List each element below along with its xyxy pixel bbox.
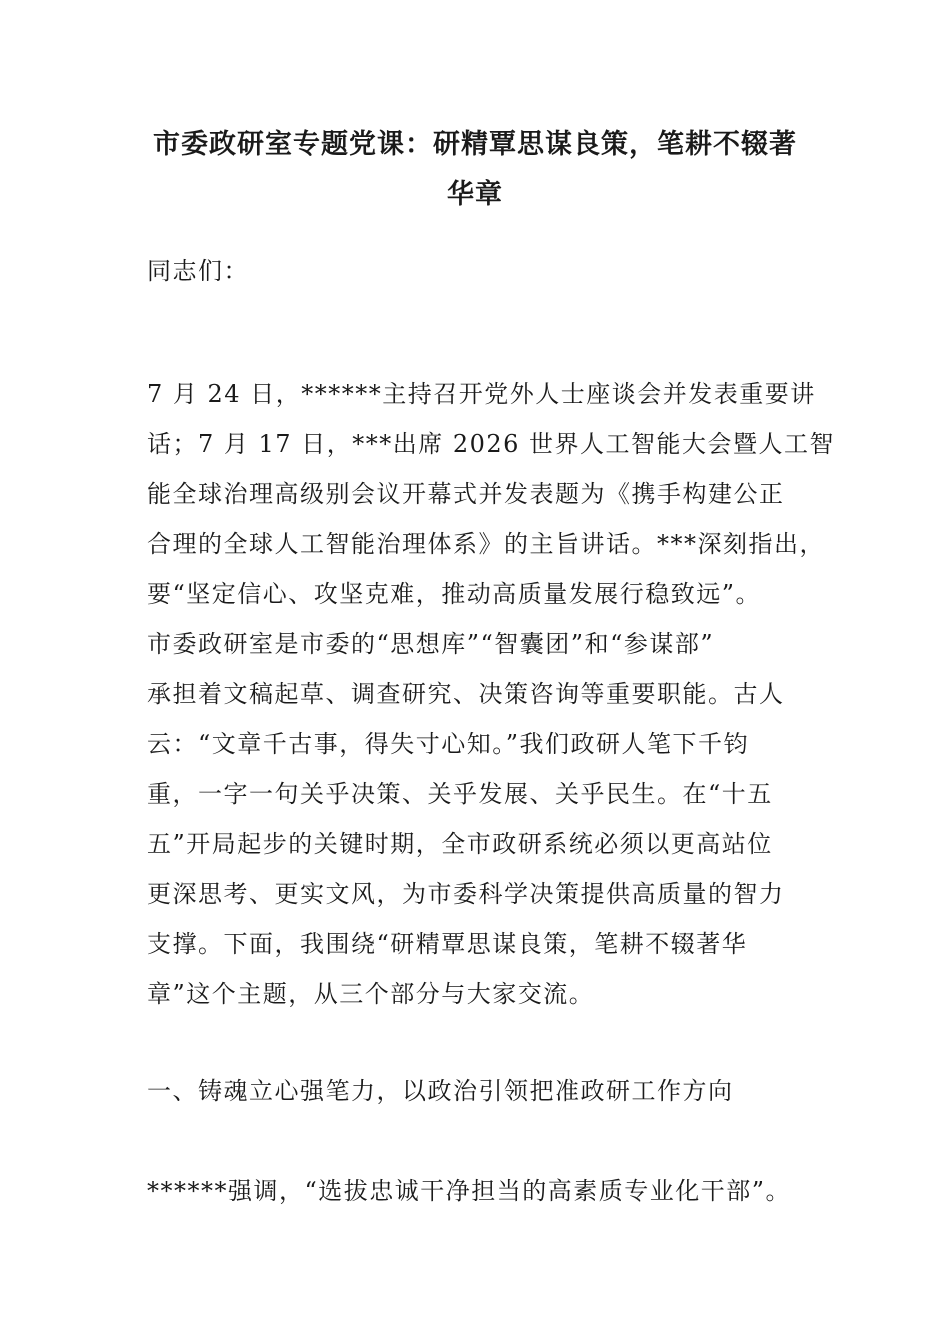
section-heading: 一、铸魂立心强笔力，以政治引领把准政研工作方向 — [147, 1077, 734, 1105]
paragraph-line: 云：“文章千古事，得失寸心知。”我们政研人笔下千钧 — [147, 730, 750, 758]
paragraph-line: 章”这个主题，从三个部分与大家交流。 — [147, 980, 595, 1008]
title-line-1: 市委政研室专题党课：研精覃思谋良策，笔耕不辍著 — [153, 129, 797, 160]
paragraph-line: 重，一字一句关乎决策、关乎发展、关乎民生。在“十五 — [147, 780, 773, 808]
salutation: 同志们： — [147, 257, 249, 285]
paragraph-line: 五”开局起步的关键时期，全市政研系统必须以更高站位 — [147, 830, 773, 858]
paragraph-line: 要“坚定信心、攻坚克难，推动高质量发展行稳致远”。 — [147, 580, 762, 608]
section-paragraph-line: ******强调，“选拔忠诚干净担当的高素质专业化干部”。 — [147, 1177, 792, 1205]
paragraph-line: 合理的全球人工智能治理体系》的主旨讲话。***深刻指出， — [147, 530, 825, 558]
paragraph-line: 更深思考、更实文风，为市委科学决策提供高质量的智力 — [147, 880, 785, 908]
document-title — [120, 120, 830, 220]
paragraph-line: 市委政研室是市委的“思想库”“智囊团”和“参谋部” — [147, 630, 715, 658]
paragraph-line: 能全球治理高级别会议开幕式并发表题为《携手构建公正 — [147, 480, 785, 508]
paragraph-line: 话；7 月 17 日，***出席 2026 世界人工智能大会暨人工智 — [147, 430, 836, 458]
paragraph-line: 承担着文稿起草、调查研究、决策咨询等重要职能。古人 — [147, 680, 785, 708]
paragraph-line: 支撑。下面，我围绕“研精覃思谋良策，笔耕不辍著华 — [147, 930, 748, 958]
title-line-2: 华章 — [447, 179, 503, 210]
paragraph-line: 7 月 24 日，******主持召开党外人士座谈会并发表重要讲 — [147, 380, 816, 408]
